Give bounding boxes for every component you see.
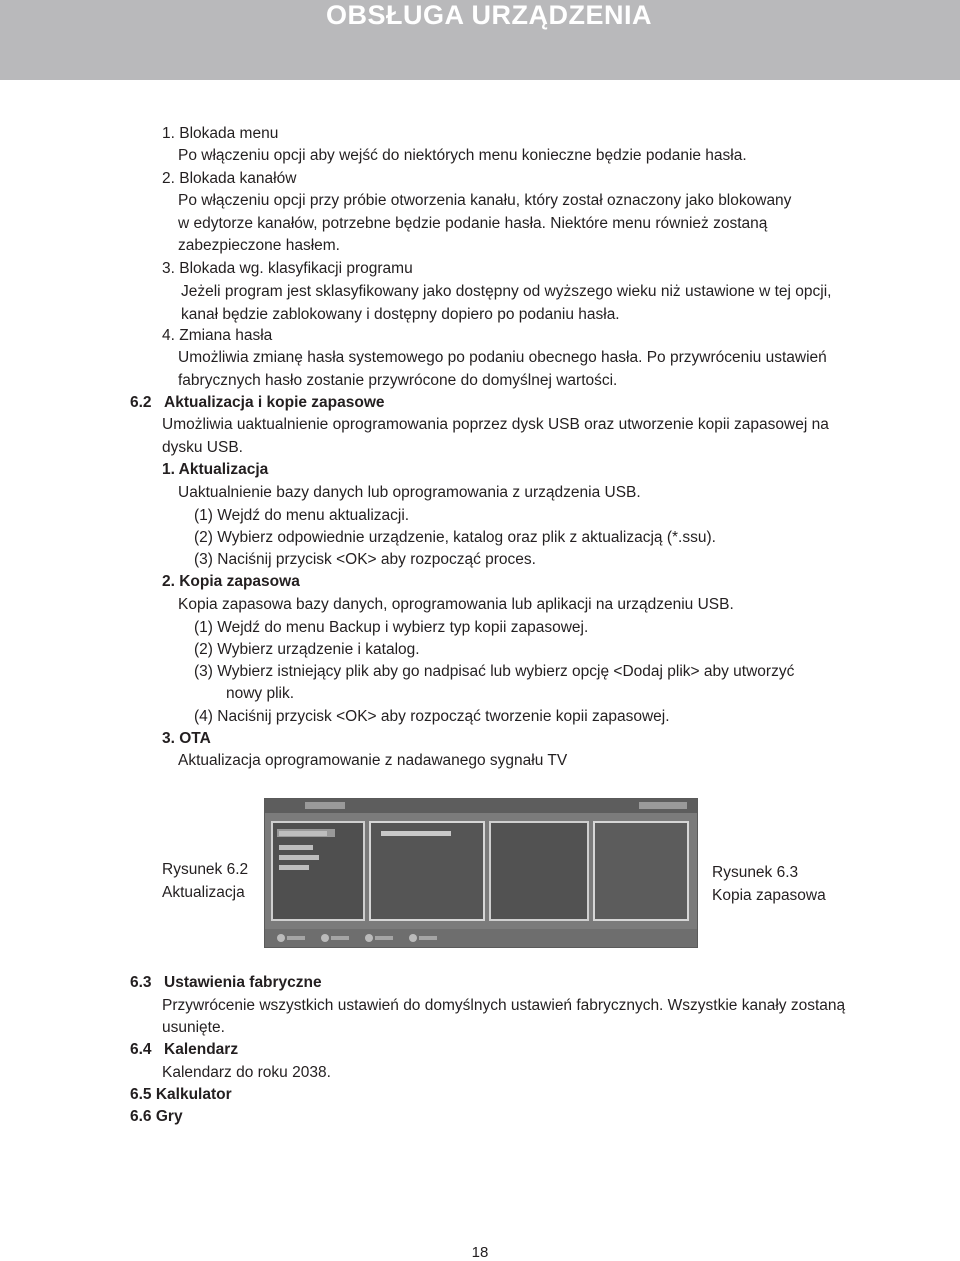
item-channel-lock-text-3: zabezpieczone hasłem. (178, 237, 340, 254)
figure-6-3-caption-1: Rysunek 6.3 (712, 864, 799, 881)
ota-text: Aktualizacja oprogramowanie z nadawanego sygnału TV (178, 752, 568, 769)
section-6-2-title: Aktualizacja i kopie zapasowe (164, 394, 385, 411)
item-rating-lock-text-1: Jeżeli program jest sklasyfikowany jako dostępny od wyższego wieku niż ustawione w tej opcji, (181, 283, 832, 300)
figure-update-screenshot (264, 798, 698, 948)
figure-6-3-caption-2: Kopia zapasowa (712, 887, 826, 904)
update-step-3: (3) Naciśnij przycisk <OK> aby rozpocząć proces. (194, 551, 536, 568)
section-6-6-heading: 6.6 Gry (130, 1108, 183, 1125)
section-6-3-text-2: usunięte. (162, 1019, 225, 1036)
section-6-3-title: Ustawienia fabryczne (164, 974, 322, 991)
figure-6-2-caption-1: Rysunek 6.2 (162, 861, 249, 878)
item-password-change-text-1: Umożliwia zmianę hasła systemowego po podaniu obecnego hasła. Po przywróceniu ustawień (178, 349, 827, 366)
section-6-4-text: Kalendarz do roku 2038. (162, 1064, 331, 1081)
section-6-3-number: 6.3 (130, 974, 152, 991)
page-number: 18 (471, 1244, 489, 1261)
item-channel-lock-text-2: w edytorze kanałów, potrzebne będzie podanie hasła. Niektóre menu również zostaną (178, 215, 768, 232)
item-menu-lock-heading: 1. Blokada menu (162, 125, 279, 142)
backup-step-1: (1) Wejdź do menu Backup i wybierz typ kopii zapasowej. (194, 619, 589, 636)
item-rating-lock-text-2: kanał będzie zablokowany i dostępny dopiero po podaniu hasła. (181, 306, 620, 323)
backup-step-3: (3) Wybierz istniejący plik aby go nadpisać lub wybierz opcję <Dodaj plik> aby utworzyć (194, 663, 795, 680)
update-step-2: (2) Wybierz odpowiednie urządzenie, katalog oraz plik z aktualizacją (*.ssu). (194, 529, 716, 546)
backup-step-2: (2) Wybierz urządzenie i katalog. (194, 641, 420, 658)
ota-heading: 3. OTA (162, 730, 211, 747)
backup-text: Kopia zapasowa bazy danych, oprogramowania lub aplikacji na urządzeniu USB. (178, 596, 734, 613)
backup-step-3-cont: nowy plik. (226, 685, 295, 702)
item-password-change-text-2: fabrycznych hasło zostanie przywrócone do domyślnej wartości. (178, 372, 618, 389)
section-6-4-title: Kalendarz (164, 1041, 239, 1058)
item-menu-lock-text: Po włączeniu opcji aby wejść do niektórych menu konieczne będzie podanie hasła. (178, 147, 747, 164)
page-title: OBSŁUGA URZĄDZENIA (326, 0, 652, 30)
figure-6-2-caption-2: Aktualizacja (162, 884, 245, 901)
item-channel-lock-heading: 2. Blokada kanałów (162, 170, 297, 187)
item-password-change-heading: 4. Zmiana hasła (162, 327, 273, 344)
header-bar (0, 0, 960, 80)
update-text: Uaktualnienie bazy danych lub oprogramowania z urządzenia USB. (178, 484, 641, 501)
backup-step-4: (4) Naciśnij przycisk <OK> aby rozpocząć tworzenie kopii zapasowej. (194, 708, 670, 725)
item-rating-lock-heading: 3. Blokada wg. klasyfikacji programu (162, 260, 413, 277)
section-6-2-number: 6.2 (130, 394, 152, 411)
section-6-2-heading (130, 393, 385, 413)
update-step-1: (1) Wejdź do menu aktualizacji. (194, 507, 410, 524)
item-channel-lock-text-1: Po włączeniu opcji przy próbie otworzenia kanału, który został oznaczony jako blokowany (178, 192, 792, 209)
backup-heading: 2. Kopia zapasowa (162, 573, 300, 590)
section-6-3-text-1: Przywrócenie wszystkich ustawień do domyślnych ustawień fabrycznych. Wszystkie kanały zostaną (162, 997, 846, 1014)
section-6-2-text-1: Umożliwia uaktualnienie oprogramowania poprzez dysk USB oraz utworzenie kopii zapasowej na (162, 416, 829, 433)
section-6-2-text-2: dysku USB. (162, 439, 243, 456)
update-heading: 1. Aktualizacja (162, 461, 269, 478)
section-6-4-heading (130, 1040, 238, 1060)
section-6-4-number: 6.4 (130, 1041, 152, 1058)
section-6-3-heading (130, 973, 322, 993)
section-6-5-heading: 6.5 Kalkulator (130, 1086, 232, 1103)
